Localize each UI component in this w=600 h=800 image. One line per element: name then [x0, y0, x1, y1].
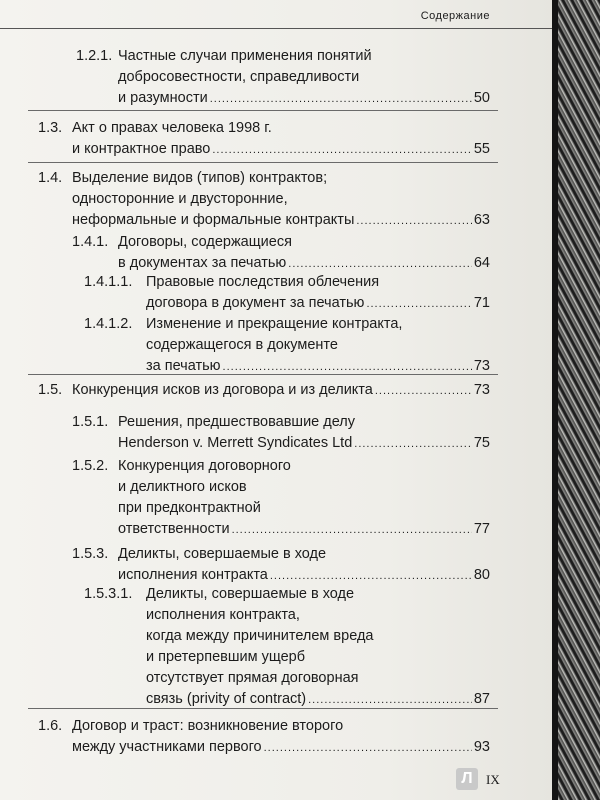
- toc-title-line: содержащегося в документе: [146, 337, 338, 353]
- toc-title-line: Изменение и прекращение контракта,: [146, 316, 403, 332]
- toc-page-number: 87: [473, 691, 490, 707]
- toc-number: 1.4.1.2.: [84, 316, 133, 332]
- toc-page-number: 71: [473, 295, 490, 311]
- toc-title-line: Деликты, совершаемые в ходе: [146, 586, 355, 602]
- running-head: Содержание: [420, 10, 490, 22]
- toc-title-line: при предконтрактной: [118, 500, 261, 516]
- toc-title-line: Деликты, совершаемые в ходе: [118, 546, 327, 562]
- toc-title-line: ответственности: [118, 521, 230, 537]
- toc-title-line: добросовестности, справедливости: [118, 69, 360, 85]
- toc-title-line: Конкуренция исков из договора и из деликта: [72, 382, 373, 398]
- toc-title-line: договора в документ за печатью: [146, 295, 365, 311]
- toc-title-line: отсутствует прямая договорная: [146, 670, 359, 686]
- toc-number: 1.4.: [38, 170, 63, 186]
- toc-title-line: в документах за печатью: [118, 255, 287, 271]
- toc-page-number: 93: [473, 739, 490, 755]
- toc-title-line: Henderson v. Merrett Syndicates Ltd: [118, 435, 353, 451]
- toc-page-number: 63: [473, 212, 490, 228]
- toc-title-line: Договор и траст: возникновение второго: [72, 718, 344, 734]
- header-rule: [0, 28, 552, 29]
- toc-page-number: 75: [473, 435, 490, 451]
- toc-number: 1.3.: [38, 120, 63, 136]
- toc-title-line: и контрактное право: [72, 141, 211, 157]
- section-divider: [28, 162, 498, 163]
- toc-title-line: Выделение видов (типов) контрактов;: [72, 170, 328, 186]
- toc-title-line: и претерпевшим ущерб: [146, 649, 306, 665]
- toc-title-line: Правовые последствия облечения: [146, 274, 380, 290]
- toc-title-line: исполнения контракта,: [146, 607, 300, 623]
- toc-title-line: за печатью: [146, 358, 221, 374]
- section-divider: [28, 110, 498, 111]
- leader-dots: [356, 211, 471, 232]
- toc-title-line: Решения, предшествовавшие делу: [118, 414, 356, 430]
- leader-dots: [210, 89, 472, 110]
- toc-title-line: односторонние и двусторонние,: [72, 191, 288, 207]
- toc-title-line: когда между причинителем вреда: [146, 628, 374, 644]
- toc-number: 1.5.2.: [72, 458, 109, 474]
- leader-dots: [366, 294, 471, 315]
- toc-title-line: между участниками первого: [72, 739, 262, 755]
- toc-title-line: исполнения контракта: [118, 567, 268, 583]
- toc-title-line: неформальные и формальные контракты: [72, 212, 355, 228]
- toc-title-line: Частные случаи применения понятий: [118, 48, 372, 64]
- toc-page-number: 64: [473, 255, 490, 271]
- leader-dots: [375, 381, 472, 402]
- book-edge: [552, 0, 600, 800]
- watermark-logo: Л: [456, 768, 478, 790]
- toc-title-line: Акт о правах человека 1998 г.: [72, 120, 272, 136]
- toc-title-line: Договоры, содержащиеся: [118, 234, 292, 250]
- toc-page-number: 73: [473, 382, 490, 398]
- toc-number: 1.5.: [38, 382, 63, 398]
- section-divider: [28, 708, 498, 709]
- toc-page-number: 73: [473, 358, 490, 374]
- toc-title-line: и разумности: [118, 90, 208, 106]
- toc-page-number: 55: [473, 141, 490, 157]
- toc-title-line: Конкуренция договорного: [118, 458, 291, 474]
- toc-title-line: и деликтного исков: [118, 479, 247, 495]
- toc-number: 1.5.3.1.: [84, 586, 133, 602]
- toc-number: 1.5.3.: [72, 546, 109, 562]
- leader-dots: [212, 140, 471, 161]
- toc-number: 1.6.: [38, 718, 63, 734]
- toc-title-line: связь (privity of contract): [146, 691, 307, 707]
- leader-dots: [354, 434, 472, 455]
- toc-number: 1.2.1.: [76, 48, 113, 64]
- toc-number: 1.4.1.1.: [84, 274, 133, 290]
- leader-dots: [232, 520, 472, 541]
- toc-page-number: 50: [473, 90, 490, 106]
- leader-dots: [264, 738, 472, 759]
- toc-number: 1.5.1.: [72, 414, 109, 430]
- toc-page-number: 80: [473, 567, 490, 583]
- toc-number: 1.4.1.: [72, 234, 109, 250]
- toc-page-number: 77: [473, 521, 490, 537]
- section-divider: [28, 374, 498, 375]
- page-folio: IX: [486, 772, 500, 787]
